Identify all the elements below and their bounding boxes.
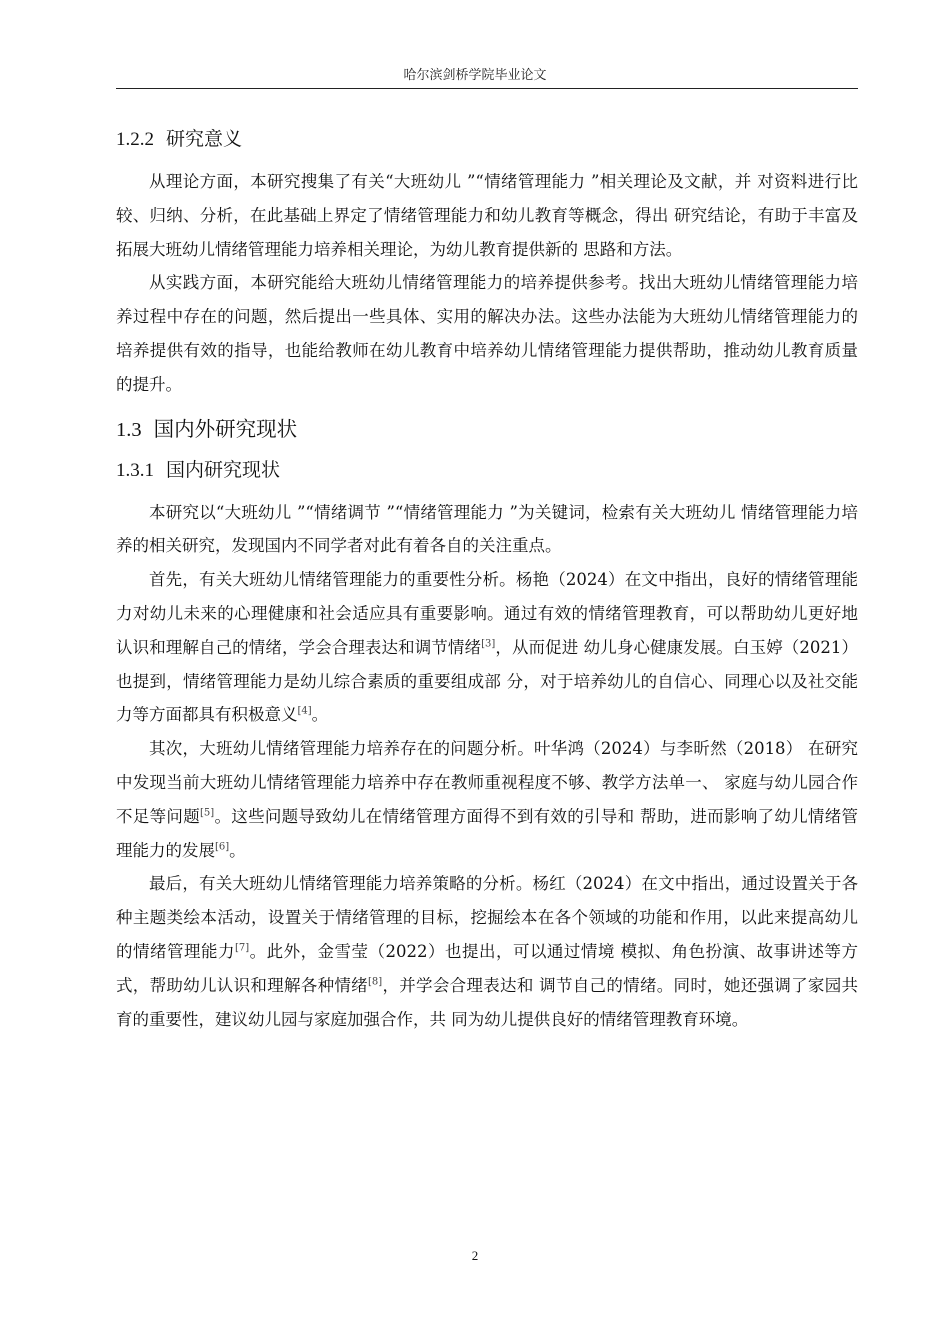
header-rule (116, 88, 858, 89)
section-number: 1.2.2 (116, 129, 154, 150)
citation: [6] (215, 841, 230, 853)
section-number: 1.3.1 (116, 459, 154, 481)
paragraph-text: 。这些问题导致幼儿在情绪管理方面得不到有效的引导和 帮助，进而影响了幼儿情绪管理能力的发展 (116, 806, 859, 860)
paragraph (116, 867, 858, 1036)
section-number: 1.3 (116, 418, 142, 441)
paragraph (116, 563, 858, 732)
section-title: 研究意义 (166, 128, 243, 150)
page-header: 哈尔滨剑桥学院毕业论文 (403, 68, 547, 83)
paragraph-text: 。 (229, 840, 246, 860)
page-number: 2 (471, 1248, 479, 1263)
paragraph-text: 首先，有关大班幼儿情绪管理能力的重要性分析。杨艳（2024）在文中指出，良好的情绪管理能力对幼儿未来的心理健康和社会适应具有重要影响。通过有效的情绪管理教育，可以帮助幼儿更好地认识和理解自己的情绪，学会合理表达和调节情绪 (116, 570, 858, 657)
paragraph: 本研究以“大班幼儿 ”“情绪调节 ”“情绪管理能力 ”为关键词，检索有关大班幼儿 情绪管理能力培养的相关研究，发现国内不同学者对此有着各自的关注重点。 (116, 502, 858, 556)
paragraph: 从实践方面，本研究能给大班幼儿情绪管理能力的培养提供参考。找出大班幼儿情绪管理能力培养过程中存在的问题，然后提出一些具体、实用的解决办法。这些办法能为大班幼儿情绪管理能力的培养提供有效的指导，也能给教师在幼儿教育中培养幼儿情绪管理能力提供帮助，推动幼儿教育质量的提升。 (116, 273, 858, 394)
heading-1-3 (116, 414, 858, 445)
citation: [8] (367, 976, 383, 988)
paragraph-text: ，从而促进 幼儿身心健康发展。白玉婷（2021）也提到，情绪管理能力是幼儿综合素质的重要组成部 分，对于培养幼儿的自信心、同理心以及社交能力等方面都具有积极意义 (116, 637, 858, 725)
citation: [3] (481, 638, 496, 650)
section-title: 国内研究现状 (166, 458, 281, 481)
citation: [5] (200, 807, 215, 819)
page-body (116, 126, 858, 1036)
paragraph-text: 。此外，金雪莹（2022）也提出，可以通过情境 模拟、角色扮演、故事讲述等方式，帮助幼儿认识和理解各种情绪 (116, 941, 858, 995)
section-title: 国内外研究现状 (153, 416, 298, 441)
heading-1-3-1 (116, 457, 858, 484)
paragraph: 从理论方面，本研究搜集了有关“大班幼儿 ”“情绪管理能力 ”相关理论及文献，并 对资料进行比较、归纳、分析，在此基础上界定了情绪管理能力和幼儿教育等概念，得出 研究结论，有助于丰富及拓展大班幼儿情绪管理能力培养相关理论，为幼儿教育提供新的 思路和方法。 (116, 172, 858, 259)
paragraph-text: 其次，大班幼儿情绪管理能力培养存在的问题分析。叶华鸿（2024）与李昕然（2018） 在研究中发现当前大班幼儿情绪管理能力培养中存在教师重视程度不够、教学方法单一、 家庭与幼儿园合作不足等问题 (116, 739, 858, 826)
paragraph-text: 。 (311, 705, 329, 725)
paragraph-text: 最后，有关大班幼儿情绪管理能力培养策略的分析。杨红（2024）在文中指出，通过设置关于各种主题类绘本活动，设置关于情绪管理的目标，挖掘绘本在各个领域的功能和作用，以此来提高幼儿的情绪管理能力 (116, 874, 858, 961)
citation: [4] (297, 705, 312, 717)
heading-1-2-2 (116, 126, 858, 153)
citation: [7] (234, 942, 250, 954)
paragraph-text: ，并学会合理表达和 调节自己的情绪。同时，她还强调了家园共育的重要性，建议幼儿园与家庭加强合作，共 同为幼儿提供良好的情绪管理教育环境。 (116, 975, 859, 1029)
paragraph (116, 732, 858, 867)
